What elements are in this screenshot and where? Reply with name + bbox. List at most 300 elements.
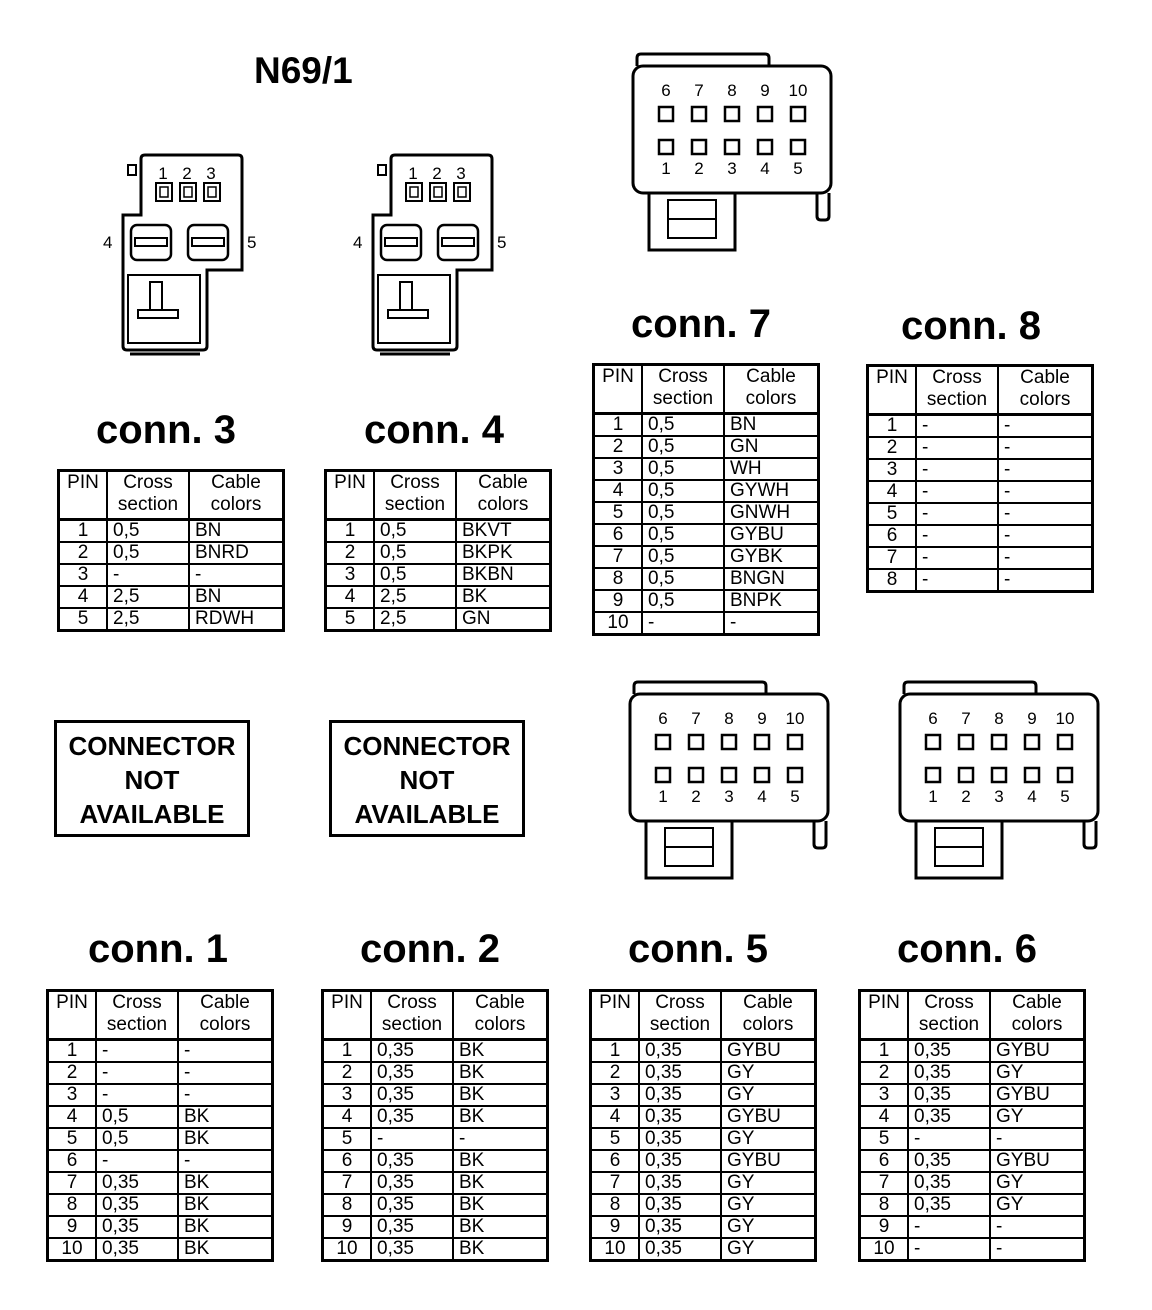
pin-number: 1 (594, 414, 643, 437)
table-row (868, 569, 1093, 592)
cross-section-header: Cross section (639, 991, 721, 1040)
cross-section-value: 0,5 (642, 436, 724, 458)
pin-number: 5 (591, 1128, 640, 1150)
cross-section-value: - (916, 547, 998, 569)
cross-section-value: 0,35 (371, 1194, 453, 1216)
table-row (59, 608, 284, 631)
pin-number-label: 7 (694, 81, 704, 100)
pin-number: 10 (860, 1238, 909, 1261)
cross-section-value: 0,35 (371, 1040, 453, 1063)
connector-5-drawing (622, 678, 842, 898)
table-row (591, 1128, 816, 1150)
pin-cavity (430, 183, 446, 201)
cable-color-value: BK (178, 1216, 273, 1238)
pin-cavity (689, 768, 703, 782)
table-row (323, 1238, 548, 1261)
pin-number: 8 (594, 568, 643, 590)
pin-header: PIN (594, 365, 643, 414)
cable-color-value: - (453, 1128, 548, 1150)
pin-number: 6 (594, 524, 643, 546)
cable-color-value: BK (453, 1084, 548, 1106)
pin-number: 4 (59, 586, 108, 608)
cross-section-header: Cross section (374, 471, 456, 520)
pin-number: 8 (323, 1194, 372, 1216)
cable-color-value: GYWH (724, 480, 819, 502)
table-row (594, 414, 819, 437)
conn-1-label: conn. 1 (88, 927, 229, 971)
pin-number-label: 2 (961, 787, 971, 806)
conn-6-pin-table (858, 989, 1086, 1262)
cable-color-value: BK (453, 1238, 548, 1261)
pin-number: 1 (860, 1040, 909, 1063)
cable-color-value: GN (456, 608, 551, 631)
cable-color-value: BKVT (456, 520, 551, 543)
pin-number: 3 (326, 564, 375, 586)
cross-section-value: 0,35 (96, 1172, 178, 1194)
table-row (860, 1128, 1085, 1150)
pin-number-label: 2 (691, 787, 701, 806)
pin-number-label: 4 (760, 159, 770, 178)
cross-section-header: Cross section (107, 471, 189, 520)
cross-section-value: 0,35 (371, 1238, 453, 1261)
cross-section-value: - (916, 481, 998, 503)
pin-number: 9 (591, 1216, 640, 1238)
cross-section-header: Cross section (916, 366, 998, 415)
cable-color-value: GY (990, 1194, 1085, 1216)
cable-color-value: BK (453, 1172, 548, 1194)
pin-number: 7 (594, 546, 643, 568)
pin-cavity-inner (208, 187, 216, 197)
table-row (860, 1084, 1085, 1106)
cross-section-value: - (916, 415, 998, 438)
table-row (860, 1062, 1085, 1084)
pin-number: 2 (48, 1062, 97, 1084)
table-row (323, 1128, 548, 1150)
cross-section-value: 0,35 (908, 1106, 990, 1128)
cross-section-value: 0,35 (371, 1216, 453, 1238)
cross-section-value: - (96, 1040, 178, 1063)
cable-color-value: - (998, 437, 1093, 459)
pin-number: 6 (48, 1150, 97, 1172)
pin-cavity (656, 735, 670, 749)
pin-number: 4 (48, 1106, 97, 1128)
key-foot (388, 310, 428, 318)
cross-section-value: 0,5 (107, 542, 189, 564)
pin-number: 3 (591, 1084, 640, 1106)
cross-section-value: 0,5 (642, 414, 724, 437)
table-row (594, 590, 819, 612)
table-row (594, 436, 819, 458)
table-row (59, 520, 284, 543)
cable-color-value: - (990, 1238, 1085, 1261)
connector-body (123, 155, 242, 350)
connector-top-lip (904, 682, 1036, 694)
pin-number-label: 6 (928, 709, 938, 728)
power-pin-cavity (131, 225, 171, 260)
latch-tab (378, 165, 386, 175)
pin-number: 2 (323, 1062, 372, 1084)
pin-number-label: 5 (247, 233, 257, 252)
pin-cavity (926, 735, 940, 749)
table-row (868, 503, 1093, 525)
pin-header: PIN (323, 991, 372, 1040)
connector-3-drawing (100, 150, 270, 360)
table-row (594, 502, 819, 524)
cross-section-value: - (96, 1062, 178, 1084)
cross-section-value: 0,35 (639, 1084, 721, 1106)
pin-number-label: 4 (757, 787, 767, 806)
cable-color-value: - (998, 503, 1093, 525)
pin-number: 3 (860, 1084, 909, 1106)
table-row (59, 542, 284, 564)
cable-color-value: - (990, 1128, 1085, 1150)
pin-cavity (1058, 735, 1072, 749)
cross-section-value: 0,5 (642, 480, 724, 502)
cross-section-value: - (916, 459, 998, 481)
power-pin-blade (442, 238, 474, 246)
pin-number: 7 (868, 547, 917, 569)
side-latch (817, 193, 829, 220)
pin-cavity (959, 735, 973, 749)
pin-header: PIN (48, 991, 97, 1040)
pin-cavity (959, 768, 973, 782)
cable-color-value: BNGN (724, 568, 819, 590)
pin-cavity (1025, 735, 1039, 749)
cable-color-value: GY (990, 1172, 1085, 1194)
cable-color-value: BK (453, 1194, 548, 1216)
pin-number: 10 (594, 612, 643, 635)
cross-section-value: 0,5 (642, 502, 724, 524)
table-row (48, 1150, 273, 1172)
cross-section-value: 0,35 (371, 1150, 453, 1172)
cross-section-value: 0,35 (639, 1106, 721, 1128)
pin-number: 2 (868, 437, 917, 459)
cable-color-value: - (998, 415, 1093, 438)
cable-color-value: BN (189, 520, 284, 543)
pin-number-label: 1 (658, 787, 668, 806)
table-row (591, 1040, 816, 1063)
table-row (860, 1216, 1085, 1238)
pin-number: 4 (594, 480, 643, 502)
cross-section-value: 0,35 (639, 1040, 721, 1063)
cable-colors-header: Cable colors (456, 471, 551, 520)
cross-section-header: Cross section (908, 991, 990, 1040)
pin-cavity (992, 768, 1006, 782)
cable-color-value: BK (453, 1062, 548, 1084)
header-row (591, 991, 816, 1040)
cable-color-value: GYBU (990, 1040, 1085, 1063)
cable-color-value: GYBU (721, 1040, 816, 1063)
pin-number-label: 1 (928, 787, 938, 806)
cable-color-value: GY (721, 1172, 816, 1194)
pin-number: 2 (594, 436, 643, 458)
cross-section-value: - (908, 1238, 990, 1261)
pin-number: 1 (323, 1040, 372, 1063)
pin-cavity-inner (410, 187, 418, 197)
cross-section-value: 0,35 (96, 1216, 178, 1238)
table-row (326, 520, 551, 543)
conn-7-pin-table (592, 363, 820, 636)
table-row (326, 564, 551, 586)
pin-number: 2 (59, 542, 108, 564)
pin-number-label: 5 (790, 787, 800, 806)
power-pin-cavity (188, 225, 228, 260)
connector-6-drawing (892, 678, 1112, 898)
cross-section-value: 0,5 (642, 458, 724, 480)
cross-section-value: - (371, 1128, 453, 1150)
cable-color-value: GYBU (990, 1150, 1085, 1172)
table-row (59, 564, 284, 586)
pin-cavity (656, 768, 670, 782)
key-foot (138, 310, 178, 318)
pin-cavity (725, 107, 739, 121)
pin-number: 10 (591, 1238, 640, 1261)
pin-number: 9 (860, 1216, 909, 1238)
pin-number: 1 (868, 415, 917, 438)
table-row (326, 586, 551, 608)
pin-number-label: 2 (432, 164, 442, 183)
pin-number-label: 9 (1027, 709, 1037, 728)
pin-number-label: 2 (694, 159, 704, 178)
pin-number: 2 (326, 542, 375, 564)
conn-5-pin-table (589, 989, 817, 1262)
table-row (48, 1172, 273, 1194)
cross-section-value: 0,5 (374, 542, 456, 564)
cross-section-value: 0,5 (642, 524, 724, 546)
cable-color-value: - (990, 1216, 1085, 1238)
cross-section-value: 0,35 (371, 1106, 453, 1128)
connector-4-drawing (350, 150, 520, 360)
pin-number: 4 (323, 1106, 372, 1128)
table-row (868, 459, 1093, 481)
cross-section-value: 0,5 (107, 520, 189, 543)
header-row (59, 471, 284, 520)
connector-lock (649, 193, 735, 250)
pin-number: 10 (48, 1238, 97, 1261)
pin-number: 5 (59, 608, 108, 631)
cross-section-value: 0,35 (639, 1238, 721, 1261)
pin-number: 10 (323, 1238, 372, 1261)
table-row (868, 481, 1093, 503)
latch-tab (128, 165, 136, 175)
pin-number: 6 (591, 1150, 640, 1172)
header-row (326, 471, 551, 520)
cable-color-value: BK (456, 586, 551, 608)
cross-section-value: - (642, 612, 724, 635)
pin-number: 3 (59, 564, 108, 586)
pin-number: 5 (323, 1128, 372, 1150)
cable-colors-header: Cable colors (724, 365, 819, 414)
table-row (323, 1194, 548, 1216)
header-row (48, 991, 273, 1040)
pin-number-label: 6 (661, 81, 671, 100)
table-row (591, 1172, 816, 1194)
cross-section-value: 0,35 (371, 1062, 453, 1084)
pin-number: 5 (594, 502, 643, 524)
cross-section-header: Cross section (642, 365, 724, 414)
cable-color-value: GYBU (721, 1150, 816, 1172)
pin-number: 9 (323, 1216, 372, 1238)
pin-cavity (406, 183, 422, 201)
table-row (591, 1216, 816, 1238)
pin-number: 4 (326, 586, 375, 608)
pin-cavity (204, 183, 220, 201)
conn-2-pin-table (321, 989, 549, 1262)
table-row (323, 1062, 548, 1084)
table-row (594, 568, 819, 590)
power-pin-cavity (381, 225, 421, 260)
cross-section-value: - (96, 1084, 178, 1106)
table-row (591, 1194, 816, 1216)
pin-number-label: 8 (727, 81, 737, 100)
table-row (594, 480, 819, 502)
table-row (48, 1084, 273, 1106)
cross-section-value: - (908, 1216, 990, 1238)
pin-number-label: 4 (353, 233, 363, 252)
cross-section-value: 0,35 (908, 1194, 990, 1216)
cable-color-value: - (998, 525, 1093, 547)
table-row (594, 524, 819, 546)
cross-section-value: 0,35 (908, 1150, 990, 1172)
power-pin-blade (192, 238, 224, 246)
cross-section-value: 0,5 (642, 546, 724, 568)
pin-number: 5 (860, 1128, 909, 1150)
pin-cavity (992, 735, 1006, 749)
cable-color-value: BKBN (456, 564, 551, 586)
table-row (860, 1194, 1085, 1216)
cable-color-value: BK (453, 1040, 548, 1063)
connector-top-lip (637, 54, 769, 66)
key-post (400, 282, 412, 310)
cross-section-value: 0,35 (908, 1040, 990, 1063)
cable-color-value: GYBK (724, 546, 819, 568)
pin-number-label: 2 (182, 164, 192, 183)
table-row (594, 546, 819, 568)
table-row (323, 1172, 548, 1194)
cable-color-value: GY (721, 1128, 816, 1150)
cable-color-value: GYBU (990, 1084, 1085, 1106)
cable-color-value: GY (721, 1062, 816, 1084)
cable-color-value: BK (178, 1194, 273, 1216)
pin-number-label: 7 (691, 709, 701, 728)
pin-cavity (755, 768, 769, 782)
pin-number-label: 3 (994, 787, 1004, 806)
table-row (323, 1106, 548, 1128)
pin-cavity (454, 183, 470, 201)
cable-color-value: - (178, 1150, 273, 1172)
table-row (591, 1106, 816, 1128)
conn-7-label: conn. 7 (631, 302, 772, 346)
pin-number-label: 5 (1060, 787, 1070, 806)
cable-color-value: GY (721, 1238, 816, 1261)
cable-color-value: BK (178, 1172, 273, 1194)
table-row (868, 437, 1093, 459)
cable-color-value: BK (453, 1150, 548, 1172)
connector-lock (916, 821, 1002, 878)
cable-color-value: - (998, 481, 1093, 503)
cross-section-value: - (916, 569, 998, 592)
power-pin-cavity (438, 225, 478, 260)
table-row (323, 1084, 548, 1106)
side-latch (1084, 821, 1096, 848)
cable-color-value: BK (453, 1106, 548, 1128)
side-latch (814, 821, 826, 848)
table-row (591, 1150, 816, 1172)
pin-number-label: 6 (658, 709, 668, 728)
connector-lock (646, 821, 732, 878)
table-row (860, 1040, 1085, 1063)
cross-section-value: 0,35 (96, 1238, 178, 1261)
pin-number-label: 1 (661, 159, 671, 178)
cross-section-value: 0,5 (374, 564, 456, 586)
cable-color-value: BK (453, 1216, 548, 1238)
table-row (48, 1194, 273, 1216)
cross-section-value: 0,35 (639, 1128, 721, 1150)
pin-number: 5 (48, 1128, 97, 1150)
conn-2-label: conn. 2 (360, 927, 501, 971)
conn-8-pin-table (866, 364, 1094, 593)
pin-header: PIN (868, 366, 917, 415)
pin-number: 4 (868, 481, 917, 503)
conn-4-pin-table (324, 469, 552, 632)
table-row (48, 1062, 273, 1084)
table-row (868, 525, 1093, 547)
table-row (860, 1106, 1085, 1128)
pin-number: 1 (59, 520, 108, 543)
cross-section-value: 0,35 (639, 1150, 721, 1172)
cross-section-value: - (916, 437, 998, 459)
cross-section-header: Cross section (371, 991, 453, 1040)
pin-cavity (788, 768, 802, 782)
table-row (591, 1062, 816, 1084)
table-row (48, 1216, 273, 1238)
table-row (48, 1128, 273, 1150)
cable-color-value: BK (178, 1128, 273, 1150)
cross-section-value: 2,5 (374, 608, 456, 631)
table-row (48, 1040, 273, 1063)
table-row (868, 547, 1093, 569)
pin-cavity (791, 107, 805, 121)
pin-cavity (1025, 768, 1039, 782)
cross-section-value: 0,35 (908, 1172, 990, 1194)
cable-colors-header: Cable colors (453, 991, 548, 1040)
pin-number-label: 10 (785, 709, 805, 728)
conn-1-pin-table (46, 989, 274, 1262)
pin-number-label: 5 (793, 159, 803, 178)
pin-cavity-inner (184, 187, 192, 197)
pin-number: 2 (591, 1062, 640, 1084)
cable-color-value: - (998, 569, 1093, 592)
pin-number: 4 (591, 1106, 640, 1128)
cross-section-value: 0,35 (639, 1172, 721, 1194)
cable-color-value: BN (189, 586, 284, 608)
cross-section-value: 0,35 (639, 1194, 721, 1216)
pin-number: 6 (868, 525, 917, 547)
cable-color-value: - (178, 1062, 273, 1084)
pin-cavity (180, 183, 196, 201)
pin-number-label: 1 (158, 164, 168, 183)
cross-section-value: 0,35 (908, 1062, 990, 1084)
pin-number-label: 3 (724, 787, 734, 806)
cable-color-value: - (998, 459, 1093, 481)
pin-number: 6 (323, 1150, 372, 1172)
table-row (48, 1106, 273, 1128)
cross-section-value: 0,35 (639, 1062, 721, 1084)
cable-color-value: BNRD (189, 542, 284, 564)
connector-top-lip (634, 682, 766, 694)
key-post (150, 282, 162, 310)
pin-cavity (659, 107, 673, 121)
